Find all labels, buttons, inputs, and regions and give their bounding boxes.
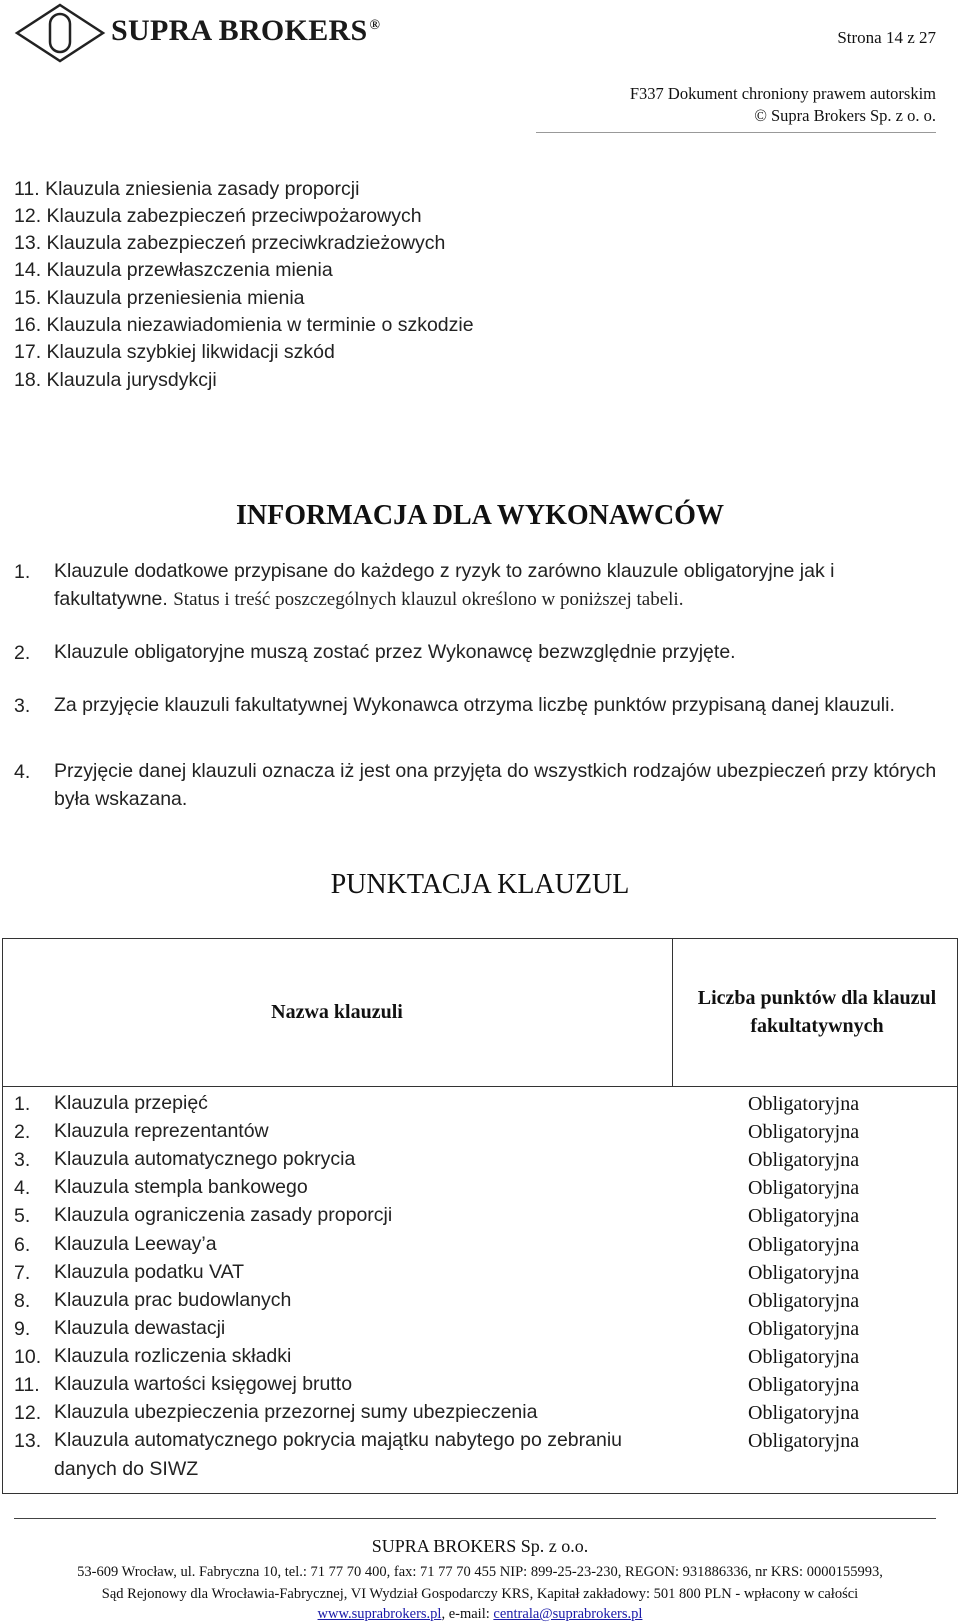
info-number: 1. bbox=[14, 561, 31, 583]
footer-company: SUPRA BROKERS Sp. z o.o. bbox=[371, 1536, 589, 1556]
clause-number: 7. bbox=[14, 1261, 31, 1284]
table-row bbox=[2, 1287, 958, 1316]
clause-number: 10. bbox=[14, 1345, 42, 1368]
brand-name: SUPRA BROKERS bbox=[111, 14, 368, 47]
clause-name: Klauzula stempla bankowego bbox=[54, 1176, 308, 1199]
table-row bbox=[2, 1174, 958, 1203]
clause-status: Obligatoryjna bbox=[748, 1261, 860, 1284]
table-row bbox=[2, 1371, 958, 1400]
clause-item: 16. Klauzula niezawiadomienia w terminie o szkodzie bbox=[14, 314, 474, 336]
table-row bbox=[2, 1427, 958, 1481]
clause-status: Obligatoryjna bbox=[748, 1149, 860, 1172]
website-link[interactable]: www.suprabrokers.pl bbox=[317, 1606, 442, 1622]
table-border bbox=[2, 1086, 958, 1087]
clause-number: 8. bbox=[14, 1289, 31, 1312]
clause-status: Obligatoryjna bbox=[748, 1177, 860, 1200]
table-row bbox=[2, 1259, 958, 1288]
clause-item: 17. Klauzula szybkiej likwidacji szkód bbox=[14, 341, 335, 363]
copyright-owner: © Supra Brokers Sp. z o. o. bbox=[754, 106, 936, 125]
clause-name: Klauzula ograniczenia zasady proporcji bbox=[54, 1204, 393, 1227]
clause-name: Klauzula reprezentantów bbox=[54, 1120, 269, 1143]
column-header-points: Liczba punktów dla klauzul fakultatywnych bbox=[697, 987, 937, 1037]
table-row bbox=[2, 1399, 958, 1428]
clause-name: Klauzula przepięć bbox=[54, 1092, 208, 1114]
clause-number: 6. bbox=[14, 1233, 31, 1256]
header-divider bbox=[536, 132, 936, 133]
clause-number: 3. bbox=[14, 1149, 31, 1172]
clause-number: 13. bbox=[14, 1430, 42, 1453]
info-text: Status i treść poszczególnych klauzul określono w poniższej tabeli. bbox=[173, 589, 684, 610]
clause-status: Obligatoryjna bbox=[748, 1374, 860, 1396]
info-number: 3. bbox=[14, 695, 31, 717]
clause-status: Obligatoryjna bbox=[748, 1121, 860, 1144]
clause-status: Obligatoryjna bbox=[748, 1289, 860, 1312]
info-number: 2. bbox=[14, 642, 31, 664]
clause-number: 5. bbox=[14, 1205, 31, 1228]
clause-status: Obligatoryjna bbox=[748, 1233, 860, 1256]
table-row bbox=[2, 1343, 958, 1372]
email-link[interactable]: centrala@suprabrokers.pl bbox=[493, 1606, 643, 1622]
info-heading: INFORMACJA DLA WYKONAWCÓW bbox=[236, 500, 724, 531]
page-number: Strona 14 z 27 bbox=[837, 28, 936, 47]
info-paragraph: Przyjęcie danej klauzuli oznacza iż jest ona przyjęta do wszystkich rodzajów ubezpieczeń przy których była wskazana. bbox=[54, 760, 937, 810]
scoring-heading: PUNKTACJA KLAUZUL bbox=[330, 869, 630, 900]
clause-number: 11. bbox=[14, 1374, 40, 1396]
info-text: Klauzule dodatkowe przypisane do każdego z ryzyk to zarówno klauzule obligatoryjne jak i fakultatywne. bbox=[54, 560, 835, 610]
clause-item: 14. Klauzula przewłaszczenia mienia bbox=[14, 259, 333, 281]
clause-item: 13. Klauzula zabezpieczeń przeciwkradzieżowych bbox=[14, 232, 446, 254]
clause-status: Obligatoryjna bbox=[748, 1402, 860, 1425]
clause-status: Obligatoryjna bbox=[748, 1093, 860, 1115]
clause-name: Klauzula rozliczenia składki bbox=[54, 1344, 292, 1367]
info-paragraph: Klauzule obligatoryjne muszą zostać przez Wykonawcę bezwzględnie przyjęte. bbox=[54, 641, 736, 663]
copyright-notice: F337 Dokument chroniony prawem autorskim bbox=[629, 84, 936, 103]
table-row bbox=[2, 1090, 958, 1119]
clause-item: 15. Klauzula przeniesienia mienia bbox=[14, 287, 305, 309]
clause-name: Klauzula automatycznego pokrycia majątku nabytego po zebraniu danych do SIWZ bbox=[54, 1429, 623, 1481]
clause-status: Obligatoryjna bbox=[748, 1430, 860, 1453]
table-row bbox=[2, 1231, 958, 1260]
clause-name: Klauzula prac budowlanych bbox=[54, 1288, 292, 1311]
info-paragraph bbox=[54, 557, 944, 614]
clause-number: 4. bbox=[14, 1177, 31, 1200]
supra-brokers-logo bbox=[14, 2, 106, 64]
clause-number: 1. bbox=[14, 1093, 31, 1115]
info-paragraph: Za przyjęcie klauzuli fakultatywnej Wykonawca otrzyma liczbę punktów przypisaną danej klauzuli. bbox=[54, 694, 895, 716]
table-row bbox=[2, 1118, 958, 1147]
footer-divider bbox=[14, 1518, 936, 1519]
table-row bbox=[2, 1315, 958, 1344]
footer-registration: Sąd Rejonowy dla Wrocławia-Fabrycznej, VI Wydział Gospodarczy KRS, Kapitał zakładowy: 501 800 PLN - wpłacony w całości bbox=[101, 1586, 859, 1602]
clause-name: Klauzula dewastacji bbox=[54, 1316, 226, 1339]
footer-contact bbox=[0, 1606, 960, 1623]
clause-name: Klauzula automatycznego pokrycia bbox=[54, 1148, 356, 1171]
clause-number: 2. bbox=[14, 1121, 31, 1144]
clause-item: 18. Klauzula jurysdykcji bbox=[14, 369, 217, 391]
clause-item: 12. Klauzula zabezpieczeń przeciwpożarowych bbox=[14, 205, 422, 227]
table-row bbox=[2, 1146, 958, 1175]
info-number: 4. bbox=[14, 761, 31, 783]
clause-status: Obligatoryjna bbox=[748, 1345, 860, 1368]
registered-mark: ® bbox=[369, 18, 381, 33]
column-header-name: Nazwa klauzuli bbox=[271, 1001, 403, 1023]
clause-status: Obligatoryjna bbox=[748, 1317, 860, 1340]
clause-name: Klauzula Leeway’a bbox=[54, 1232, 217, 1255]
clause-number: 12. bbox=[14, 1402, 42, 1425]
table-border bbox=[2, 938, 958, 939]
scoring-table bbox=[2, 938, 958, 1494]
clause-name: Klauzula podatku VAT bbox=[54, 1260, 245, 1283]
footer-address: 53-609 Wrocław, ul. Fabryczna 10, tel.: 71 77 70 400, fax: 71 77 70 455 NIP: 899-25-23-230, REGON: 931886336, nr KRS: 0000155993, bbox=[77, 1564, 883, 1580]
table-border bbox=[2, 1493, 958, 1494]
table-border bbox=[672, 938, 673, 1086]
clause-name: Klauzula ubezpieczenia przezornej sumy ubezpieczenia bbox=[54, 1401, 538, 1424]
clause-number: 9. bbox=[14, 1317, 31, 1340]
clause-item: 11. Klauzula zniesienia zasady proporcji bbox=[14, 178, 360, 200]
email-label: , e-mail: bbox=[441, 1606, 494, 1622]
clause-status: Obligatoryjna bbox=[748, 1205, 860, 1228]
clause-name: Klauzula wartości księgowej brutto bbox=[54, 1373, 353, 1395]
table-row bbox=[2, 1202, 958, 1231]
